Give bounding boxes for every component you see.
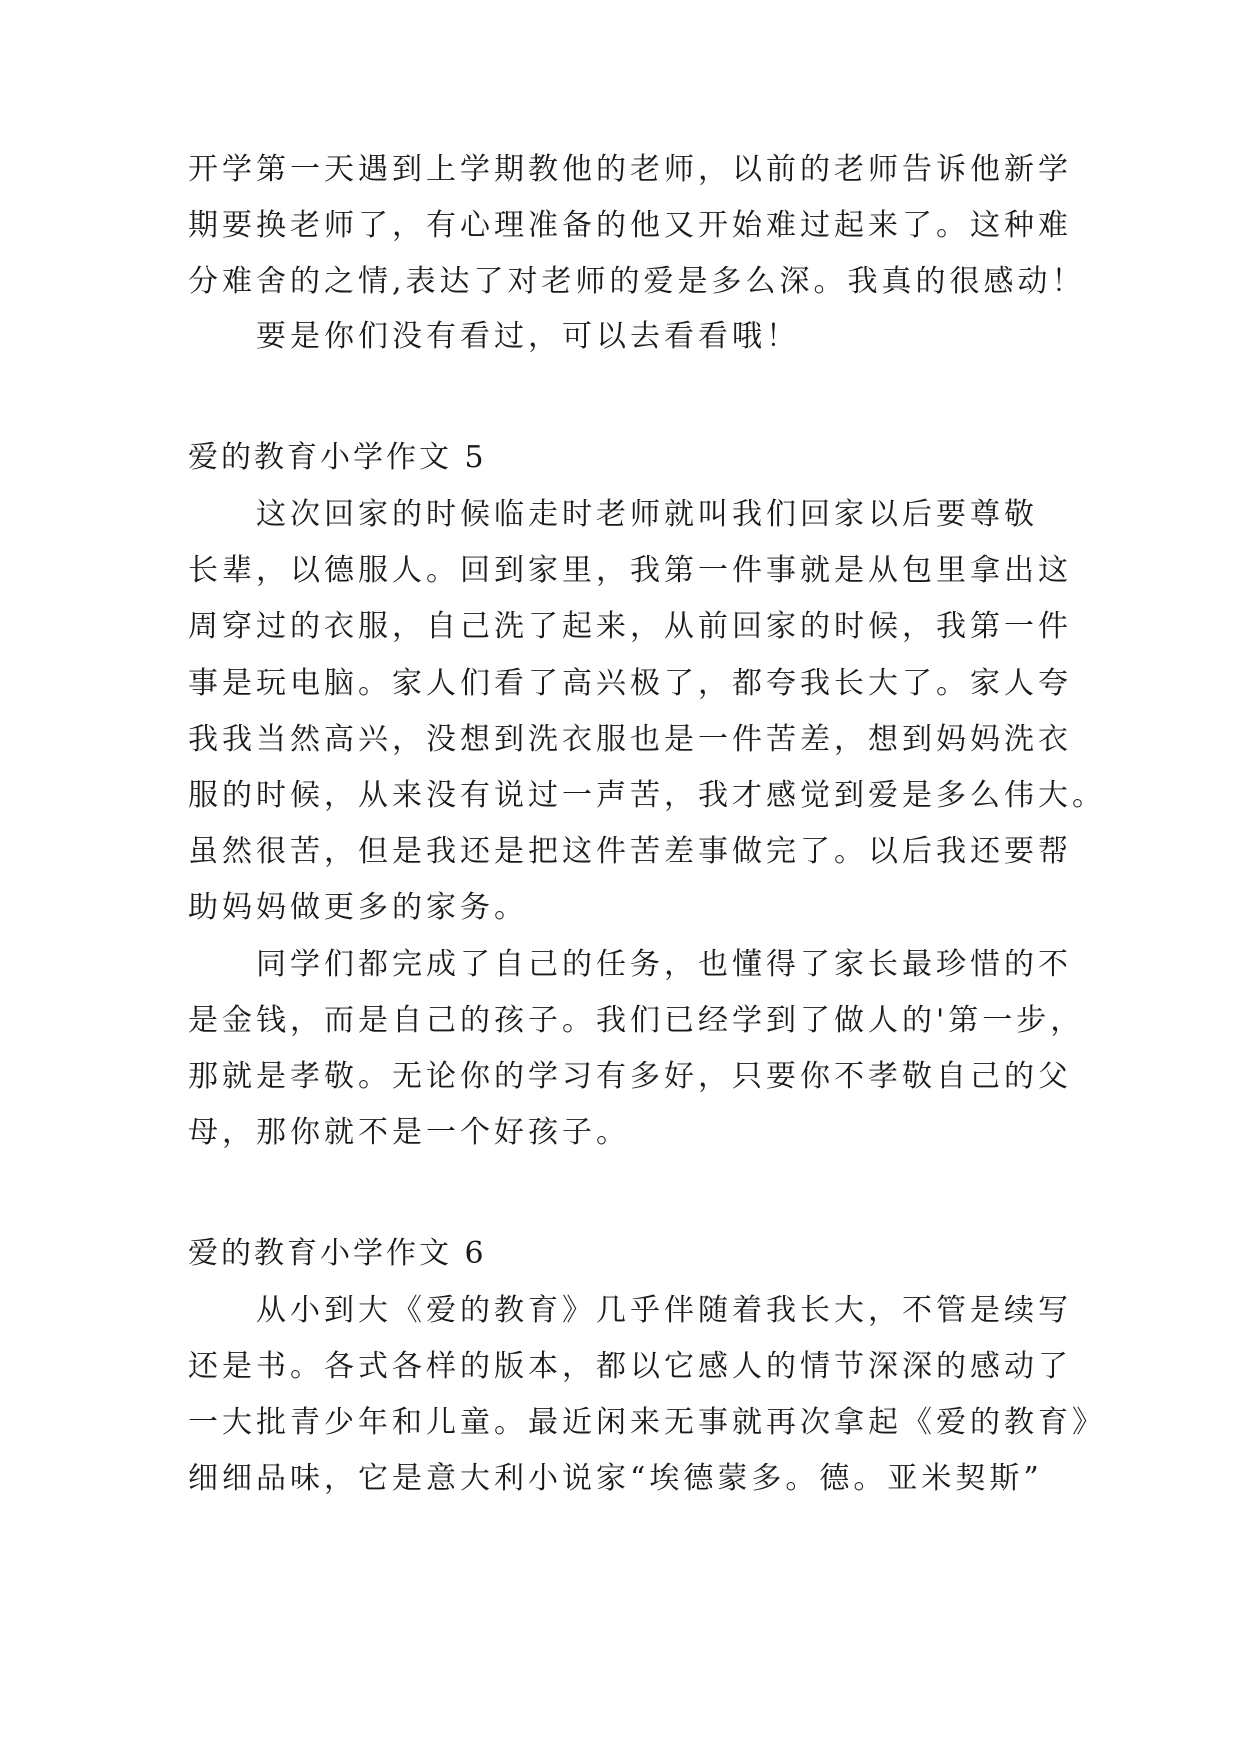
text-line: 细细品味，它是意大利小说家“埃德蒙多。德。亚米契斯” (188, 1461, 1043, 1496)
section-title: 爱的教育小学作文 5 (188, 440, 487, 475)
text-line: 周穿过的衣服，自己洗了起来，从前回家的时候，我第一件 (188, 609, 1072, 644)
text-line: 同学们都完成了自己的任务，也懂得了家长最珍惜的不 (256, 947, 1072, 982)
text-line: 母，那你就不是一个好孩子。 (188, 1115, 630, 1150)
text-line: 开学第一天遇到上学期教他的老师，以前的老师告诉他新学 (188, 152, 1072, 187)
text-line: 那就是孝敬。无论你的学习有多好，只要你不孝敬自己的父 (188, 1059, 1072, 1094)
text-line: 一大批青少年和儿童。最近闲来无事就再次拿起《爱的教育》 (188, 1405, 1106, 1440)
text-line: 从小到大《爱的教育》几乎伴随着我长大，不管是续写 (256, 1293, 1072, 1328)
text-line: 还是书。各式各样的版本，都以它感人的情节深深的感动了 (188, 1349, 1072, 1384)
text-line: 是金钱，而是自己的孩子。我们已经学到了做人的'第一步， (188, 1003, 1085, 1038)
text-line: 这次回家的时候临走时老师就叫我们回家以后要尊敬 (256, 497, 1038, 532)
text-line: 分难舍的之情,表达了对老师的爱是多么深。我真的很感动！ (188, 264, 1086, 299)
text-line: 虽然很苦，但是我还是把这件苦差事做完了。以后我还要帮 (188, 834, 1072, 869)
text-line: 事是玩电脑。家人们看了高兴极了，都夸我长大了。家人夸 (188, 666, 1072, 701)
text-line: 服的时候，从来没有说过一声苦，我才感觉到爱是多么伟大。 (188, 778, 1106, 813)
text-line: 我我当然高兴，没想到洗衣服也是一件苦差，想到妈妈洗衣 (188, 722, 1072, 757)
text-line: 期要换老师了，有心理准备的他又开始难过起来了。这种难 (188, 208, 1072, 243)
text-line: 要是你们没有看过，可以去看看哦！ (256, 319, 800, 354)
text-line: 长辈，以德服人。回到家里，我第一件事就是从包里拿出这 (188, 553, 1072, 588)
section-title: 爱的教育小学作文 6 (188, 1236, 487, 1271)
text-line: 助妈妈做更多的家务。 (188, 890, 528, 925)
